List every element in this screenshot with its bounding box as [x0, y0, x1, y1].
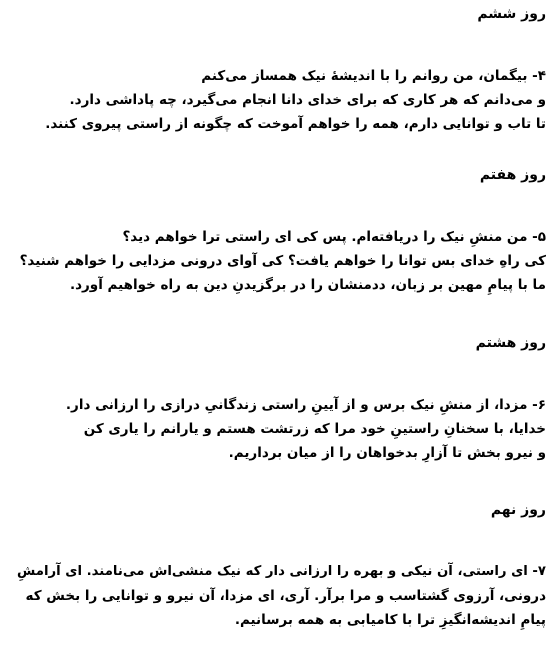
verse-line: و نیرو بخش تا آزارِ بدخواهان را از میان برداریم.: [228, 445, 546, 461]
day-section-9: [16, 500, 546, 630]
verse-line: تا تاب و توانایی دارم، همه را خواهم آموخت که چگونه از راستی پیروی کنند.: [45, 116, 546, 132]
verse-line: ۴- بیگمان، من روانم را با اندیشهٔ نیک همساز می‌کنم: [201, 68, 546, 84]
verse-line: خدایا، با سخنانِ راستینِ خود مرا که زرتشت هستم و یارانم را یاری کن: [83, 421, 546, 437]
day-heading: روز نهم: [490, 502, 546, 518]
day-section-8: [16, 333, 546, 463]
verse-line: درونی، آرزوی گشتاسب و مرا برآر. آری، ای مزدا، آن نیرو و توانایی را بخش که: [25, 588, 546, 604]
verse-line: پیامِ اندیشه‌انگیزِ ترا با کامیابی به همه برسانیم.: [234, 612, 546, 628]
day-heading: روز ششم: [477, 6, 546, 22]
verse-line: کی راهِ خدای بس توانا را خواهم یافت؟ کی آوای درونی مزدایی را خواهم شنید؟: [19, 253, 546, 269]
verse-line: ۶- مزدا، از منشِ نیک برس و از آیینِ راستی زندگانیِ درازی را ارزانی دار.: [65, 397, 546, 413]
verse-line: ۵- من منشِ نیک را دریافته‌ام. پس کی ای راستی ترا خواهم دید؟: [122, 229, 546, 245]
day-heading: روز هشتم: [475, 335, 546, 351]
day-section-7: [16, 165, 546, 295]
verse-line: و می‌دانم که هر کاری که برای خدای دانا انجام می‌گیرد، چه پاداشی دارد.: [69, 92, 546, 108]
verse-line: ما با پیامِ مهین بر زبان، ددمنشان را در برگزیدنِ دین به راه خواهیم آورد.: [69, 277, 546, 293]
day-section-6: [16, 4, 546, 134]
verse-line: ۷- ای راستی، آن نیکی و بهره را ارزانی دار که نیک منشی‌اش می‌نامند. ای آرامشِ: [17, 564, 546, 579]
day-heading: روز هفتم: [479, 167, 546, 183]
